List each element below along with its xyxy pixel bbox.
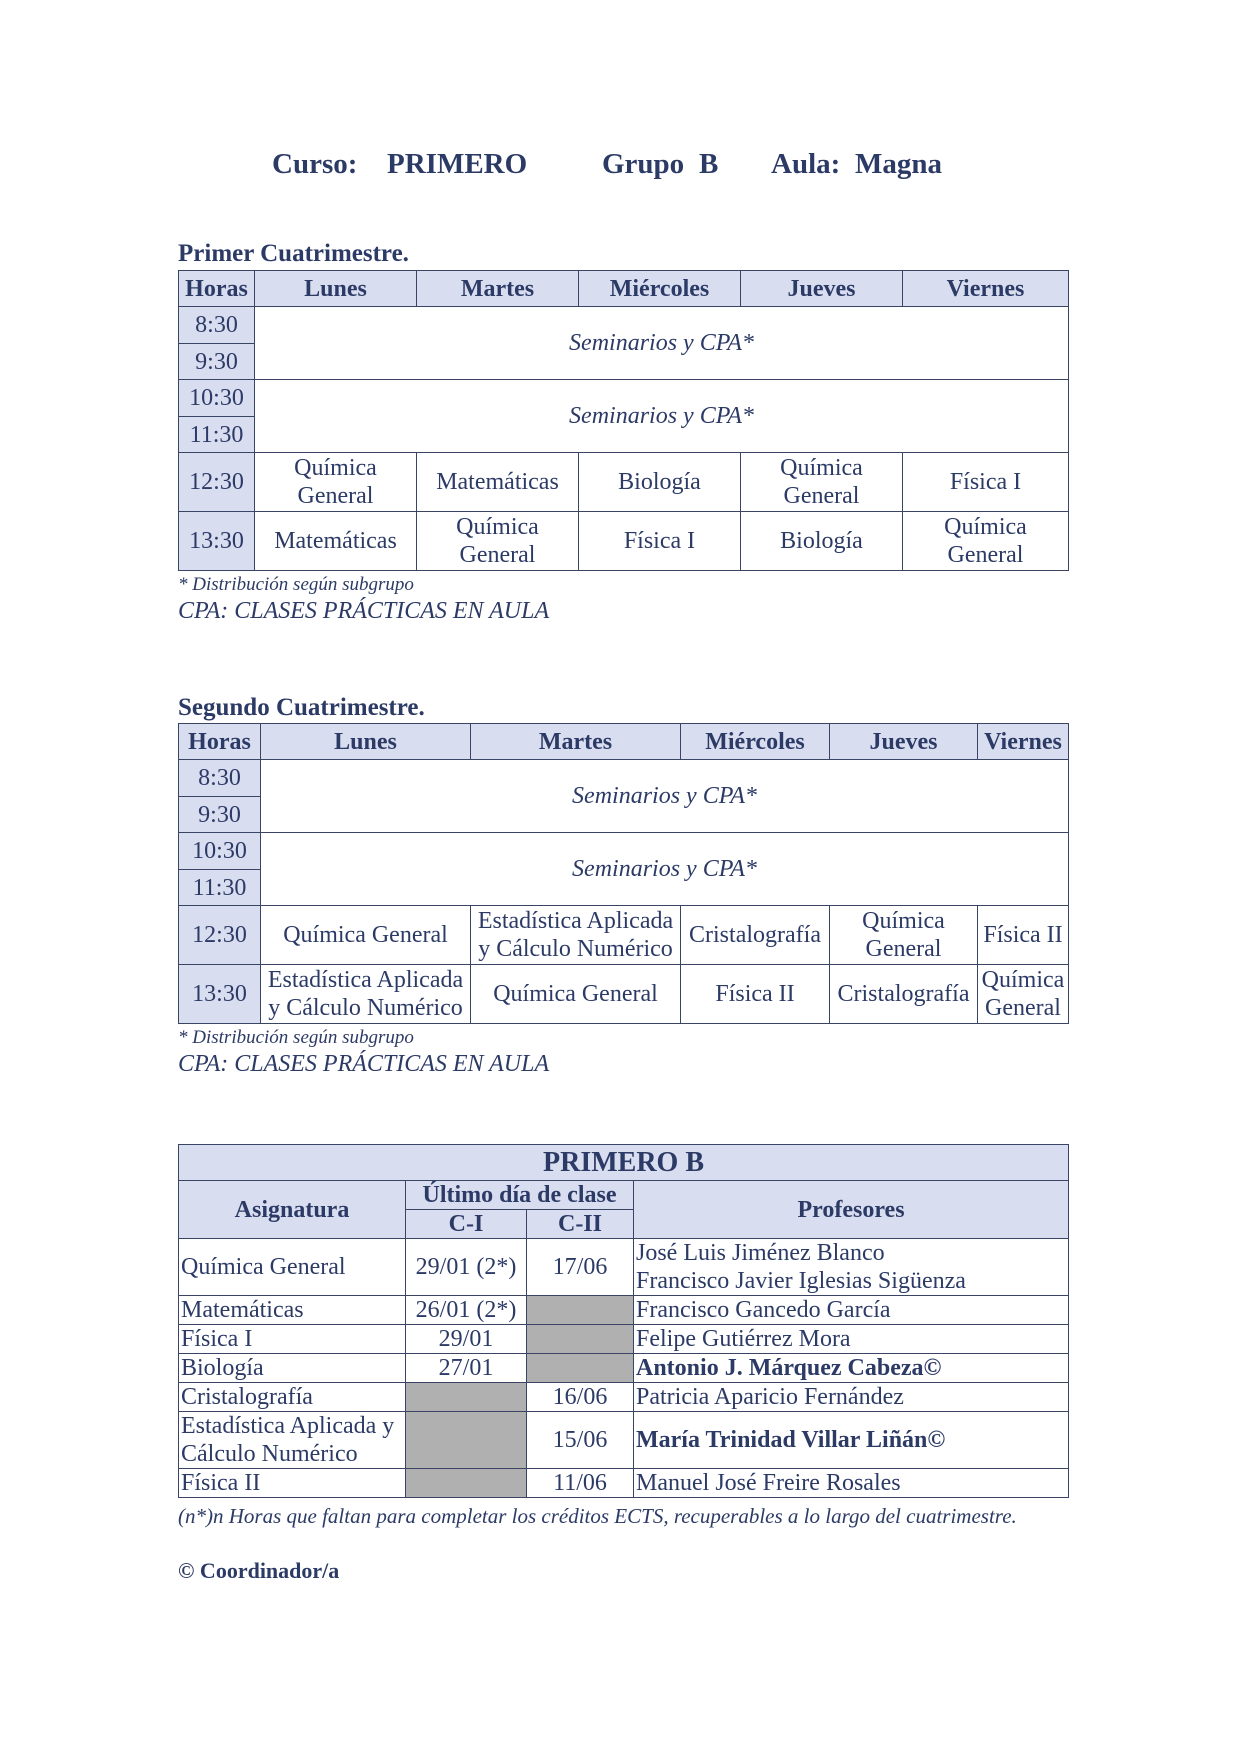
subject-line: Cristalografía — [181, 1384, 313, 1410]
class-cell — [681, 906, 830, 965]
class-name-line: Cristalografía — [689, 922, 821, 948]
professors-cell — [634, 1325, 1069, 1354]
ci-date-cell — [406, 1469, 527, 1498]
subject-cell — [179, 1325, 406, 1354]
class-cell — [471, 965, 681, 1024]
professors-cell — [634, 1296, 1069, 1325]
class-name-line: General — [297, 483, 374, 509]
class-name-line: Estadística Aplicada — [267, 967, 464, 993]
class-name-line: Química — [456, 514, 539, 540]
class-name-line: Química General — [283, 922, 448, 948]
table-row — [179, 1296, 1069, 1325]
class-name-line: Matemáticas — [274, 528, 397, 554]
ci-date-cell: 26/01 (2*) — [406, 1296, 527, 1325]
subject-cell — [179, 1383, 406, 1412]
class-cell — [741, 453, 903, 512]
professor-name: José Luis Jiménez Blanco — [636, 1240, 885, 1266]
subject-line: Estadística Aplicada y — [181, 1413, 395, 1439]
class-cell — [681, 965, 830, 1024]
subject-cell — [179, 1412, 406, 1469]
cpa-note: CPA: CLASES PRÁCTICAS EN AULA — [178, 1051, 550, 1077]
cii-date-cell — [527, 1325, 634, 1354]
day-header: Lunes — [261, 724, 471, 760]
day-header: Jueves — [741, 271, 903, 307]
ci-date-cell: 27/01 — [406, 1354, 527, 1383]
class-name-line: Matemáticas — [436, 469, 559, 495]
subject-line: Química General — [181, 1254, 346, 1280]
coordinator-note: © Coordinador/a — [178, 1558, 340, 1583]
professor-name: Patricia Aparicio Fernández — [636, 1384, 904, 1410]
class-cell — [255, 453, 417, 512]
hour-cell: 12:30 — [179, 906, 261, 965]
col-ci: C-I — [406, 1210, 527, 1239]
aula-label: Aula: — [771, 148, 841, 180]
class-cell — [978, 965, 1069, 1024]
professor-name: María Trinidad Villar Liñán© — [636, 1427, 946, 1453]
ci-date-cell — [406, 1383, 527, 1412]
table-row — [179, 1239, 1069, 1296]
class-name-line: y Cálculo Numérico — [478, 936, 673, 962]
class-cell — [903, 512, 1069, 571]
class-name-line: Química — [981, 967, 1065, 993]
professors-cell — [634, 1239, 1069, 1296]
day-header: Jueves — [830, 724, 978, 760]
curso-label: Curso: — [272, 148, 358, 180]
hour-cell: 13:30 — [179, 965, 261, 1024]
table-row — [179, 1354, 1069, 1383]
class-name-line: General — [783, 483, 860, 509]
class-name-line: Química — [862, 908, 945, 934]
hour-cell: 13:30 — [179, 512, 255, 571]
ci-date-cell — [406, 1412, 527, 1469]
subject-cell — [179, 1239, 406, 1296]
subject-line: Cálculo Numérico — [181, 1441, 358, 1467]
professors-cell — [634, 1469, 1069, 1498]
cii-date-cell: 17/06 — [527, 1239, 634, 1296]
class-name-line: General — [985, 995, 1061, 1021]
ci-date-cell: 29/01 — [406, 1325, 527, 1354]
cii-date-cell: 11/06 — [527, 1469, 634, 1498]
class-cell — [830, 906, 978, 965]
table-row — [179, 1383, 1069, 1412]
ci-date-cell: 29/01 (2*) — [406, 1239, 527, 1296]
class-name-line: Química — [780, 455, 863, 481]
second-semester-title: Segundo Cuatrimestre. — [178, 694, 425, 721]
hour-cell: 10:30 — [179, 833, 261, 870]
cii-date-cell: 16/06 — [527, 1383, 634, 1412]
class-name-line: Física II — [983, 922, 1063, 948]
cii-date-cell — [527, 1354, 634, 1383]
curso-value: PRIMERO — [387, 148, 528, 180]
professor-name: Felipe Gutiérrez Mora — [636, 1326, 851, 1352]
day-header: Horas — [179, 724, 261, 760]
class-cell — [471, 906, 681, 965]
class-cell — [261, 965, 471, 1024]
class-name-line: y Cálculo Numérico — [268, 995, 463, 1021]
professor-name: Manuel José Freire Rosales — [636, 1470, 901, 1496]
subject-line: Física I — [181, 1326, 253, 1352]
class-cell — [417, 512, 579, 571]
subject-line: Matemáticas — [181, 1297, 304, 1323]
grupo-label: Grupo — [602, 148, 685, 180]
seminar-block: Seminarios y CPA* — [261, 833, 1069, 906]
hour-cell: 11:30 — [179, 417, 255, 453]
col-cii: C-II — [527, 1210, 634, 1239]
class-cell — [903, 453, 1069, 512]
class-cell — [741, 512, 903, 571]
hour-cell: 8:30 — [179, 307, 255, 344]
class-name-line: General — [865, 936, 942, 962]
aula-value: Magna — [855, 148, 942, 180]
cii-date-cell — [527, 1296, 634, 1325]
subject-line: Biología — [181, 1355, 264, 1381]
class-cell — [261, 906, 471, 965]
class-name-line: Física I — [623, 528, 696, 554]
class-name-line: Química General — [493, 981, 658, 1007]
col-ultimo-dia: Último día de clase — [406, 1181, 634, 1210]
class-cell — [830, 965, 978, 1024]
cii-date-cell: 15/06 — [527, 1412, 634, 1469]
subject-line: Física II — [181, 1470, 261, 1496]
hour-cell: 10:30 — [179, 380, 255, 417]
professor-name: Francisco Javier Iglesias Sigüenza — [636, 1268, 966, 1294]
cpa-note: CPA: CLASES PRÁCTICAS EN AULA — [178, 598, 550, 624]
class-cell — [978, 906, 1069, 965]
table-row — [179, 1412, 1069, 1469]
subject-cell — [179, 1296, 406, 1325]
second-semester-timetable — [178, 723, 1069, 1024]
professors-cell — [634, 1412, 1069, 1469]
hour-cell: 9:30 — [179, 344, 255, 380]
professor-name: Francisco Gancedo García — [636, 1297, 891, 1323]
hour-cell: 12:30 — [179, 453, 255, 512]
hour-cell: 8:30 — [179, 760, 261, 797]
ects-footnote: (n*)n Horas que faltan para completar los créditos ECTS, recuperables a lo largo del cuatrimestre. — [178, 1504, 1017, 1528]
day-header: Lunes — [255, 271, 417, 307]
table-row — [179, 1469, 1069, 1498]
seminar-block: Seminarios y CPA* — [255, 307, 1069, 380]
first-semester-title: Primer Cuatrimestre. — [178, 240, 409, 267]
class-name-line: Biología — [618, 469, 701, 495]
day-header: Miércoles — [681, 724, 830, 760]
professors-cell — [634, 1354, 1069, 1383]
day-header: Miércoles — [579, 271, 741, 307]
class-cell — [255, 512, 417, 571]
subgroup-note: * Distribución según subgrupo — [178, 574, 414, 595]
table-row — [179, 1325, 1069, 1354]
col-profesores: Profesores — [634, 1181, 1069, 1239]
class-name-line: Química — [944, 514, 1027, 540]
class-name-line: Química — [294, 455, 377, 481]
subject-cell — [179, 1469, 406, 1498]
hour-cell: 11:30 — [179, 870, 261, 906]
class-name-line: General — [947, 542, 1024, 568]
class-name-line: Física I — [949, 469, 1022, 495]
class-cell — [579, 512, 741, 571]
summary-table — [178, 1144, 1069, 1498]
day-header: Viernes — [903, 271, 1069, 307]
seminar-block: Seminarios y CPA* — [255, 380, 1069, 453]
subgroup-note: * Distribución según subgrupo — [178, 1027, 414, 1048]
day-header: Martes — [417, 271, 579, 307]
class-name-line: Estadística Aplicada — [477, 908, 674, 934]
class-name-line: Biología — [780, 528, 863, 554]
day-header: Horas — [179, 271, 255, 307]
class-cell — [417, 453, 579, 512]
day-header: Martes — [471, 724, 681, 760]
subject-cell — [179, 1354, 406, 1383]
class-name-line: Cristalografía — [837, 981, 970, 1007]
summary-title: PRIMERO B — [179, 1145, 1069, 1181]
day-header: Viernes — [978, 724, 1069, 760]
professor-name: Antonio J. Márquez Cabeza© — [636, 1355, 942, 1381]
hour-cell: 9:30 — [179, 797, 261, 833]
seminar-block: Seminarios y CPA* — [261, 760, 1069, 833]
class-cell — [579, 453, 741, 512]
col-asignatura: Asignatura — [179, 1181, 406, 1239]
professors-cell — [634, 1383, 1069, 1412]
first-semester-timetable — [178, 270, 1069, 571]
grupo-value: B — [699, 148, 719, 180]
class-name-line: Física II — [715, 981, 795, 1007]
class-name-line: General — [459, 542, 536, 568]
